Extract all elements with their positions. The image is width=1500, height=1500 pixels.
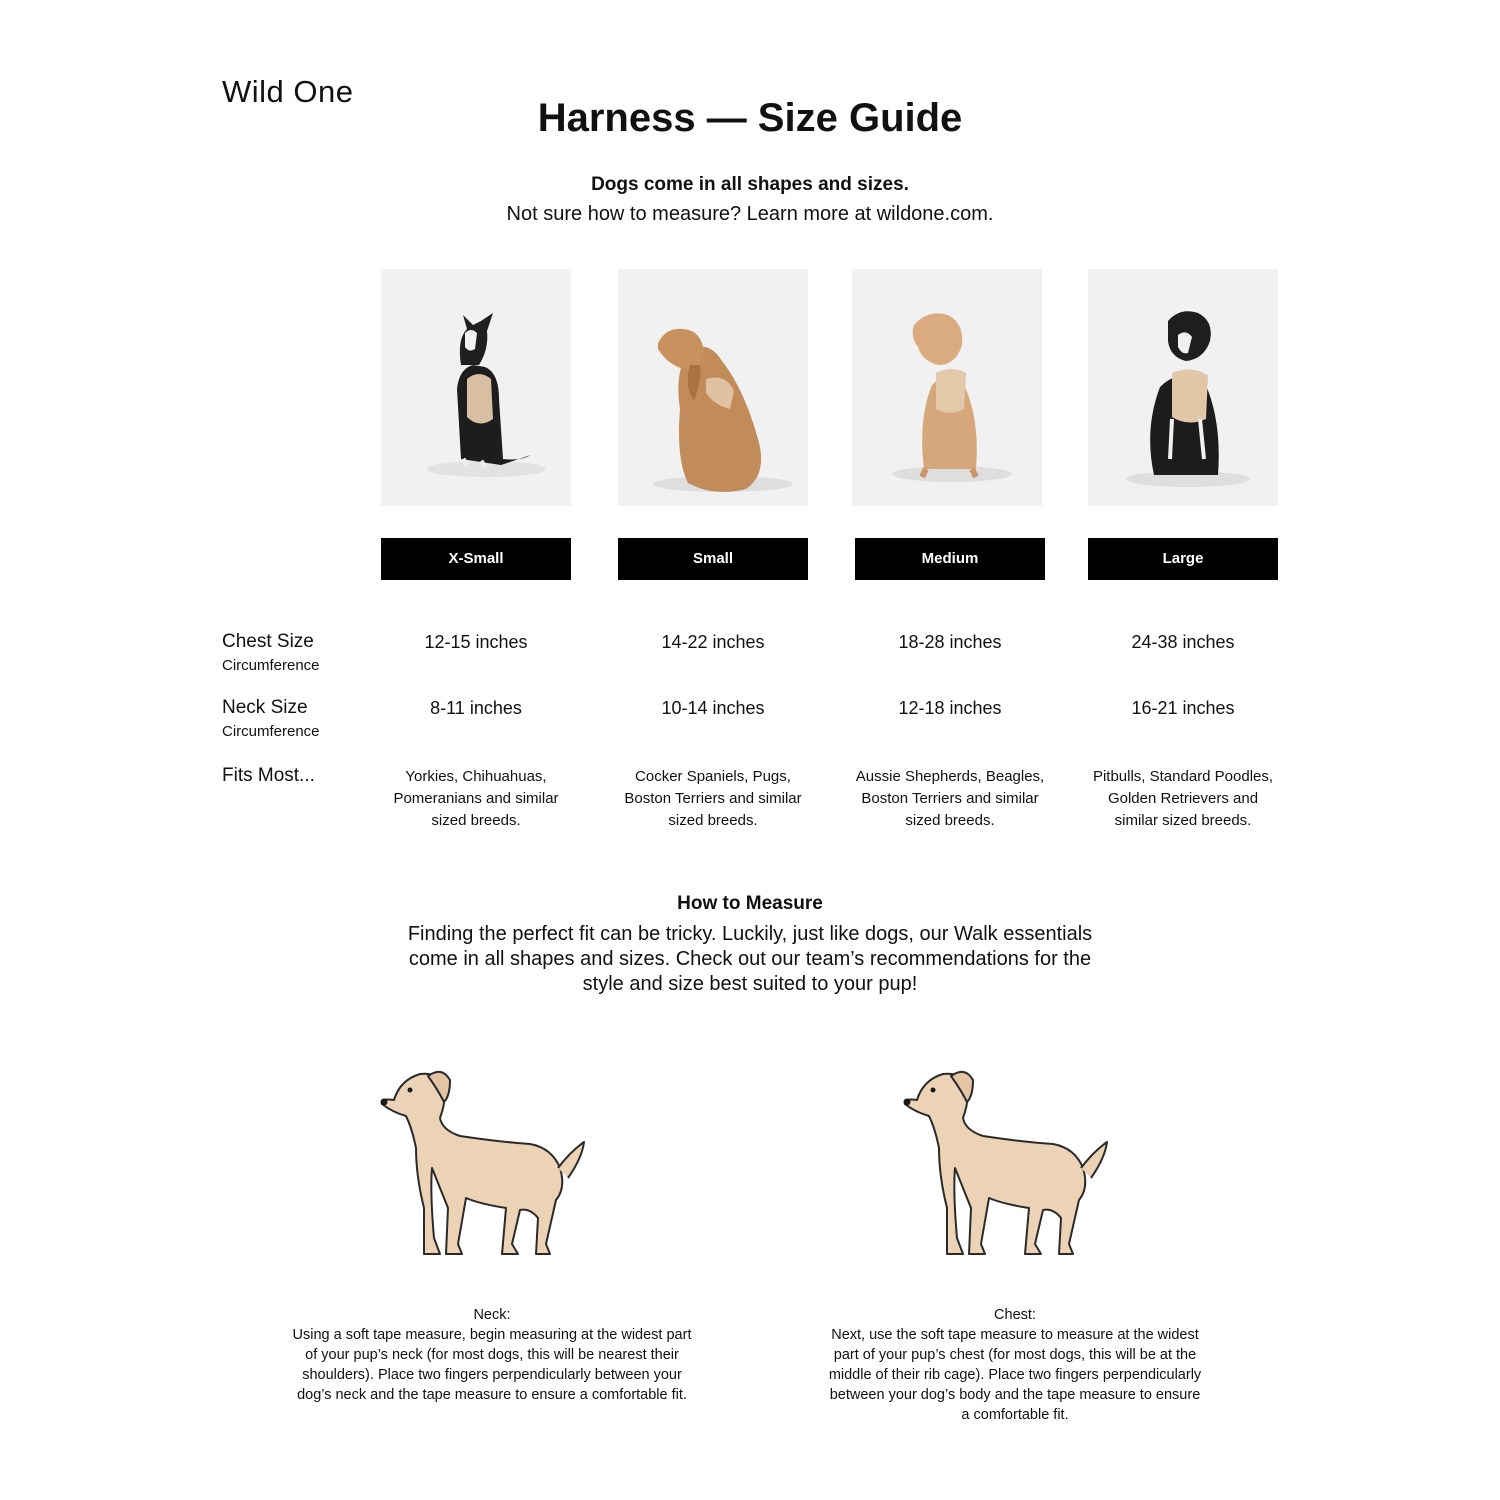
size-medium-button[interactable]: Medium <box>855 538 1045 580</box>
caption-line: middle of their rib cage). Place two fingers perpendicularly <box>828 1367 1202 1383</box>
neck-dog-illustration <box>370 1058 610 1278</box>
photo-small-dog <box>618 269 808 506</box>
page-title: Harness — Size Guide <box>537 96 963 140</box>
fits-line: sized breeds. <box>905 812 995 829</box>
size-small-button[interactable]: Small <box>618 538 808 580</box>
body-line: style and size best suited to your pup! <box>582 973 918 995</box>
fits-line: similar sized breeds. <box>1114 812 1252 829</box>
chest-value-large: 24-38 inches <box>1131 632 1235 652</box>
neck-size-label: Neck Size <box>222 697 308 718</box>
caption-line: Next, use the soft tape measure to measure at the widest <box>831 1327 1199 1343</box>
brand-logo: Wild One <box>222 74 354 109</box>
chest-value-x-small: 12-15 inches <box>424 632 528 652</box>
chest-value-small: 14-22 inches <box>661 632 765 652</box>
chest-size-label: Chest Size <box>222 631 314 652</box>
neck-value-small: 10-14 inches <box>661 698 765 718</box>
subtitle: Not sure how to measure? Learn more at wildone.com. <box>506 203 994 225</box>
fits-line: Yorkies, Chihuahuas, <box>405 768 547 785</box>
neck-caption-title: Neck: <box>473 1307 511 1323</box>
fits-medium <box>850 766 1050 832</box>
chest-caption-title: Chest: <box>994 1307 1036 1323</box>
neck-value-medium: 12-18 inches <box>898 698 1002 718</box>
caption-line: shoulders). Place two fingers perpendicularly between your <box>302 1367 682 1383</box>
how-to-measure-title: How to Measure <box>677 893 823 914</box>
body-line: Finding the perfect fit can be tricky. Luckily, just like dogs, our Walk essentials <box>407 923 1093 945</box>
caption-line: dog’s neck and the tape measure to ensure a comfortable fit. <box>297 1387 687 1403</box>
subtitle-bold: Dogs come in all shapes and sizes. <box>591 174 909 195</box>
fits-line: Cocker Spaniels, Pugs, <box>635 768 791 785</box>
caption-line: Using a soft tape measure, begin measuring at the widest part <box>292 1327 692 1343</box>
photo-large-dog <box>1088 269 1278 506</box>
fits-x-small <box>376 766 576 832</box>
neck-caption <box>272 1305 712 1405</box>
neck-size-sublabel: Circumference <box>222 723 320 740</box>
caption-line: of your pup’s neck (for most dogs, this will be nearest their <box>305 1347 679 1363</box>
chest-size-sublabel: Circumference <box>222 657 320 674</box>
fits-line: sized breeds. <box>668 812 758 829</box>
photo-medium-dog <box>852 269 1042 506</box>
size-x-small-button[interactable]: X-Small <box>381 538 571 580</box>
size-large-button[interactable]: Large <box>1088 538 1278 580</box>
caption-line: a comfortable fit. <box>961 1407 1069 1423</box>
fits-line: Boston Terriers and similar <box>861 790 1039 807</box>
chest-caption <box>795 1305 1235 1425</box>
fits-large <box>1083 766 1283 832</box>
fits-line: Aussie Shepherds, Beagles, <box>855 768 1045 785</box>
body-line: come in all shapes and sizes. Check out our team’s recommendations for the <box>408 948 1092 970</box>
caption-line: between your dog’s body and the tape measure to ensure <box>829 1387 1201 1403</box>
fits-line: Golden Retrievers and <box>1107 790 1259 807</box>
chest-value-medium: 18-28 inches <box>898 632 1002 652</box>
fits-line: sized breeds. <box>431 812 521 829</box>
fits-line: Pomeranians and similar <box>393 790 559 807</box>
photo-x-small-dog <box>381 269 571 506</box>
fits-line: Pitbulls, Standard Poodles, <box>1092 768 1274 785</box>
fits-line: Boston Terriers and similar <box>624 790 802 807</box>
fits-small <box>613 766 813 832</box>
chest-dog-illustration <box>893 1058 1133 1278</box>
neck-value-large: 16-21 inches <box>1131 698 1235 718</box>
caption-line: part of your pup’s chest (for most dogs, this will be at the <box>833 1347 1197 1363</box>
neck-value-x-small: 8-11 inches <box>430 698 522 718</box>
how-to-measure-body <box>370 922 1130 997</box>
fits-most-label: Fits Most... <box>222 765 315 786</box>
